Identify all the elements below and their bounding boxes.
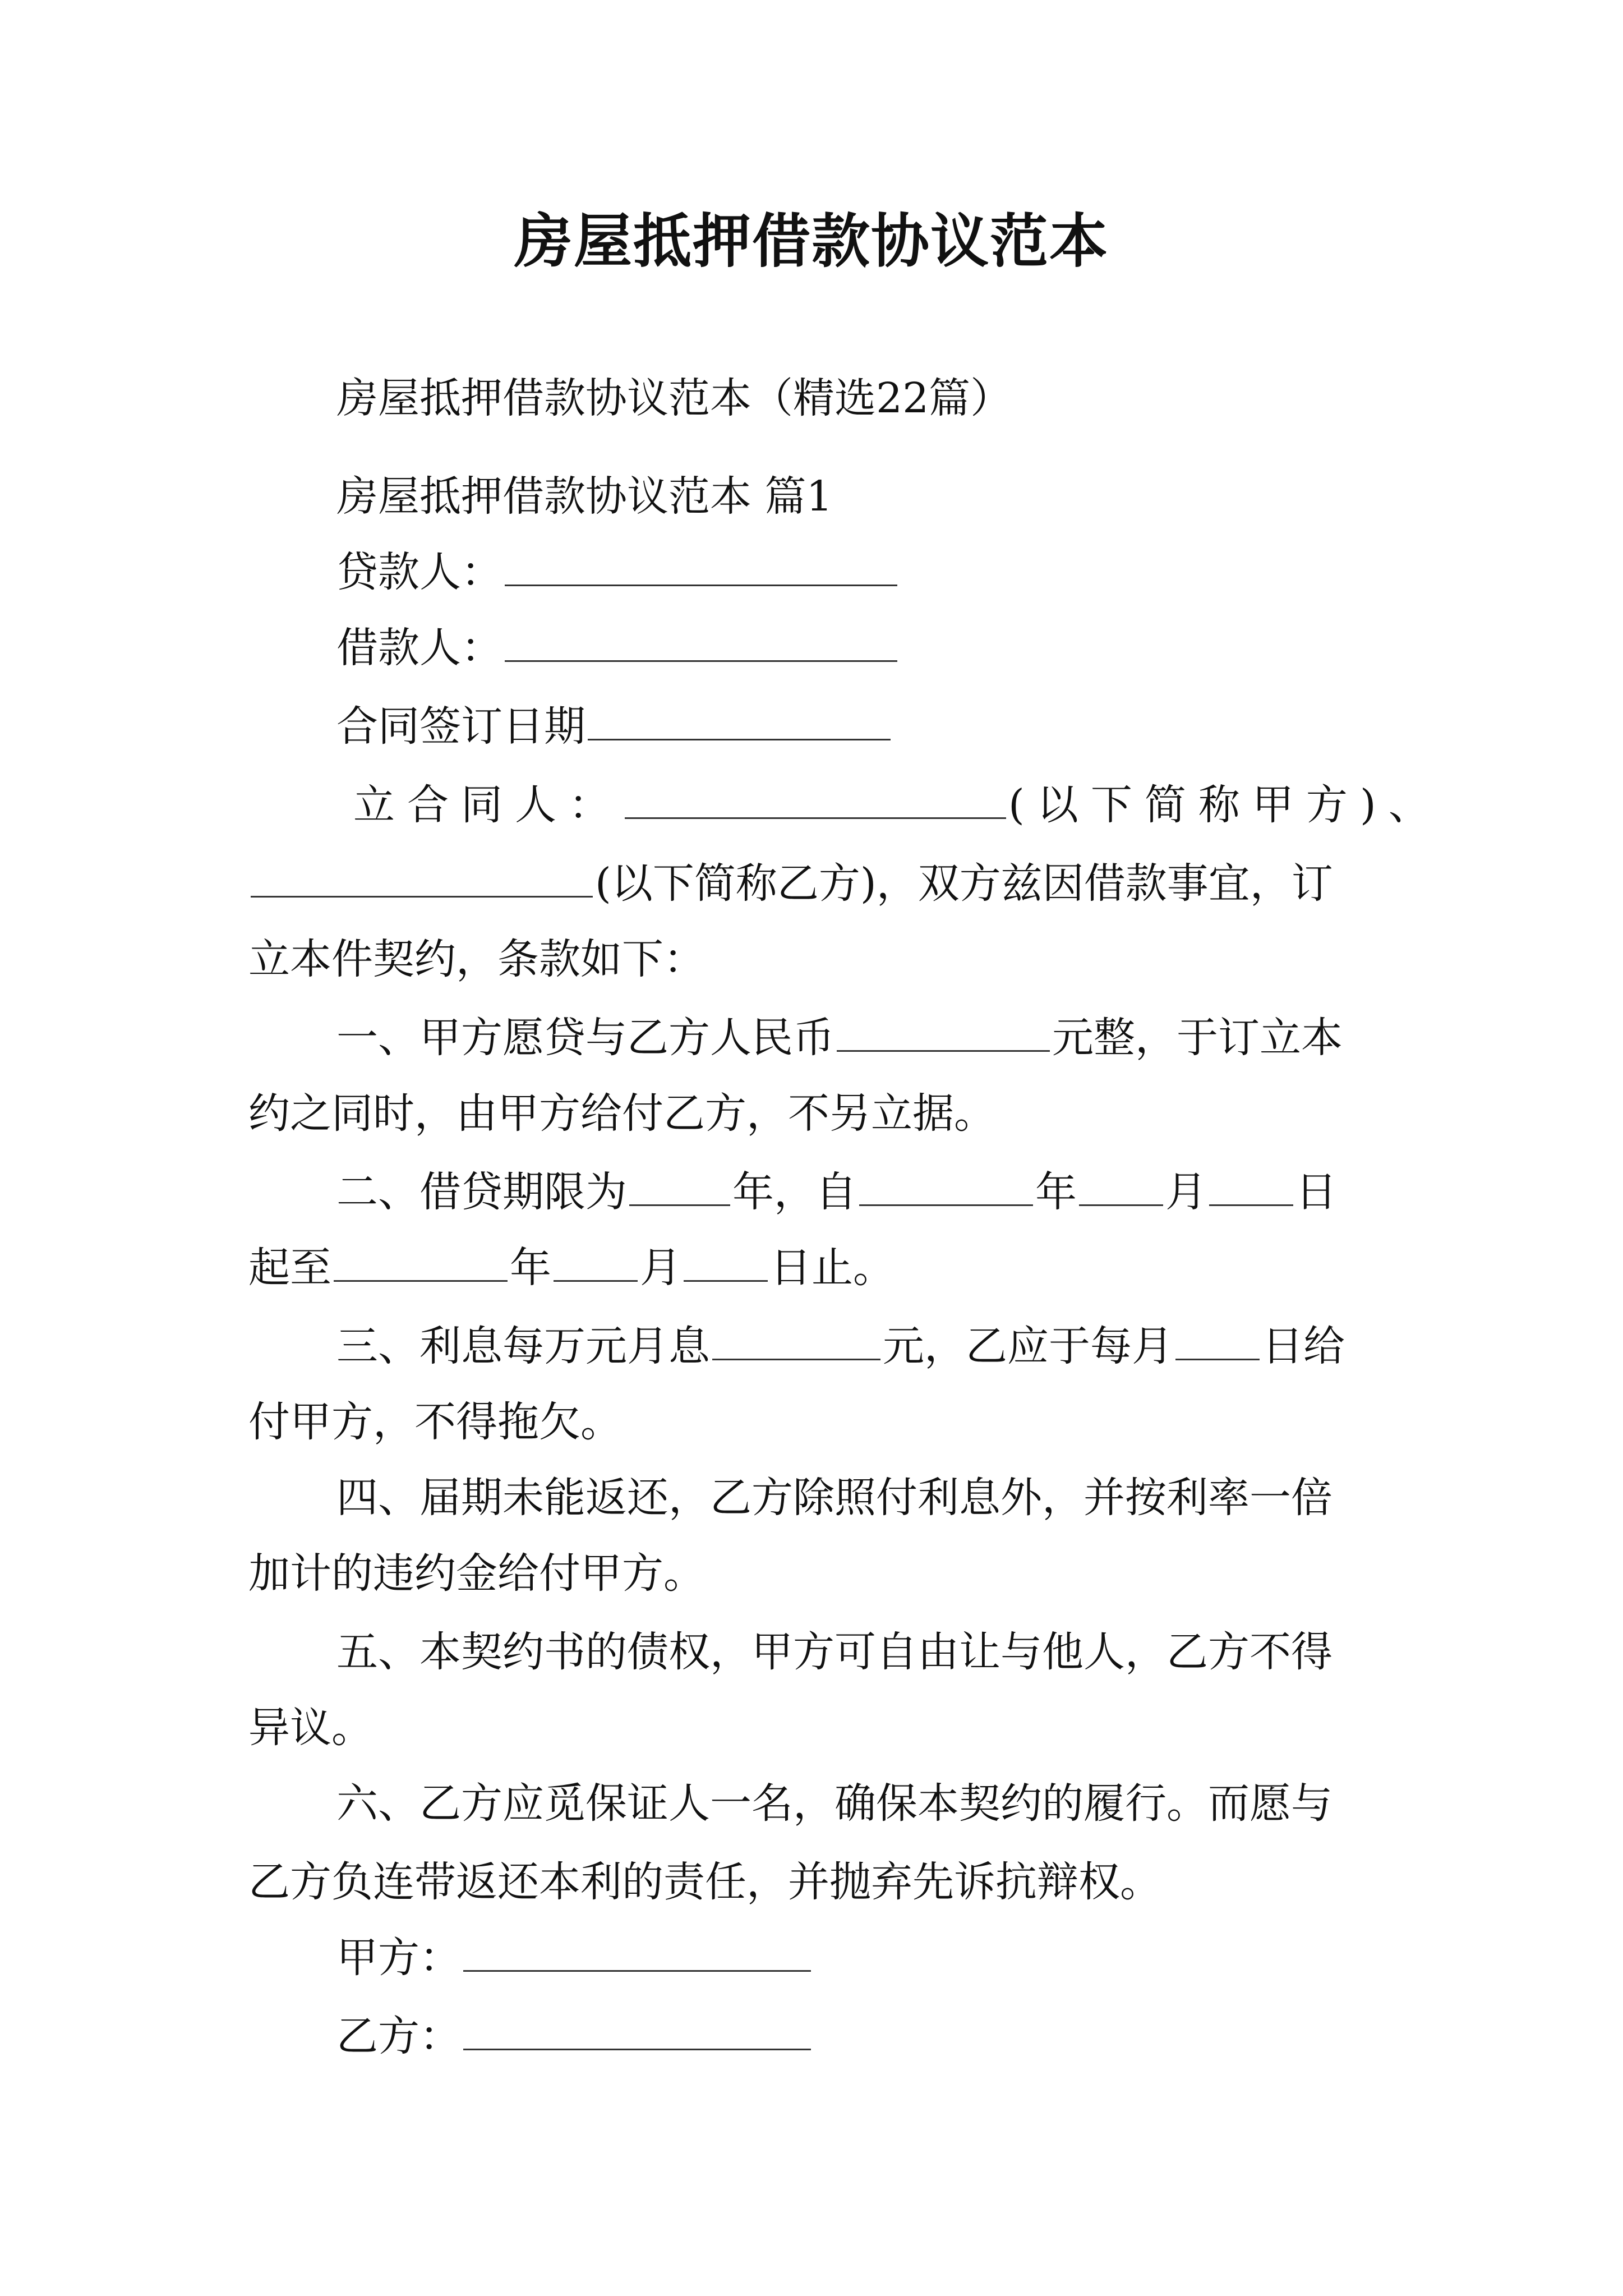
lender-blank xyxy=(505,544,897,586)
party-b-note: (以下简称乙方)，双方兹因借款事宜，订 xyxy=(595,859,1333,908)
lender-line xyxy=(336,544,1402,600)
party-b-sign-label: 乙方： xyxy=(336,2012,461,2060)
clause-1-line-1 xyxy=(336,1010,1402,1066)
clause-3-text-b: 元，乙应于每月 xyxy=(883,1322,1173,1370)
borrower-label: 借款人： xyxy=(336,624,502,672)
section-heading: 房屋抵押借款协议范本 篇1 xyxy=(336,472,833,521)
party-b-sign-line xyxy=(336,2008,1402,2064)
borrower-blank xyxy=(505,620,897,662)
clause-2-text-g: 年 xyxy=(510,1244,551,1292)
borrower-line xyxy=(336,620,1402,676)
clause-4-line-2: 加计的违约金给付甲方。 xyxy=(248,1549,705,1598)
party-b-sign-blank xyxy=(463,2008,811,2050)
term-years-blank xyxy=(629,1164,730,1206)
clause-2-text-h: 月 xyxy=(640,1244,681,1292)
clause-1-line-2: 约之同时，由甲方给付乙方，不另立据。 xyxy=(248,1089,995,1138)
clause-5-line-1: 五、本契约书的债权，甲方可自由让与他人，乙方不得 xyxy=(336,1628,1332,1676)
clause-2-text-a: 二、借贷期限为 xyxy=(336,1168,627,1216)
party-a-sign-line xyxy=(336,1930,1402,1986)
party-a-blank xyxy=(625,777,1006,819)
clause-2-text-i: 日止。 xyxy=(770,1244,895,1292)
sign-date-line xyxy=(336,698,1402,754)
end-month-blank xyxy=(554,1240,638,1282)
end-day-blank xyxy=(684,1240,768,1282)
clause-3-text-c: 日给 xyxy=(1262,1322,1345,1370)
parties-line-2 xyxy=(248,855,1387,912)
start-day-blank xyxy=(1209,1164,1293,1206)
document-title: 房屋抵押借款协议范本 xyxy=(514,206,1109,275)
clause-3-line-2: 付甲方，不得拖欠。 xyxy=(248,1398,622,1446)
sign-date-label: 合同签订日期 xyxy=(336,702,585,751)
clause-2-line-1 xyxy=(336,1164,1402,1220)
party-a-sign-blank xyxy=(463,1930,811,1972)
sign-date-blank xyxy=(588,698,891,740)
clause-3-line-1 xyxy=(336,1318,1402,1374)
clause-2-text-b: 年，自 xyxy=(732,1168,857,1216)
start-month-blank xyxy=(1079,1164,1163,1206)
clause-4-line-1: 四、届期未能返还，乙方除照付利息外，并按利率一倍 xyxy=(336,1474,1332,1522)
pay-day-blank xyxy=(1175,1318,1260,1360)
clause-2-line-2 xyxy=(248,1240,1387,1296)
interest-blank xyxy=(712,1318,880,1360)
clause-2-text-f: 起至 xyxy=(248,1244,331,1292)
end-year-blank xyxy=(334,1240,508,1282)
clause-6-line-2: 乙方负连带返还本利的责任，并抛弃先诉抗辩权。 xyxy=(248,1858,1161,1906)
party-a-sign-label: 甲方： xyxy=(336,1934,461,1982)
parties-line-3: 立本件契约，条款如下： xyxy=(248,935,705,983)
clause-1-text-b: 元整，于订立本 xyxy=(1052,1014,1343,1062)
start-year-blank xyxy=(859,1164,1033,1206)
clause-6-line-1: 六、乙方应觅保证人一名，确保本契约的履行。而愿与 xyxy=(336,1779,1332,1828)
clause-2-text-d: 月 xyxy=(1165,1168,1207,1216)
clause-1-text-a: 一、甲方愿贷与乙方人民币 xyxy=(336,1014,834,1062)
clause-2-text-c: 年 xyxy=(1035,1168,1077,1216)
party-b-blank xyxy=(251,855,593,898)
lender-label: 贷款人： xyxy=(336,548,502,596)
party-a-note: (以下简称甲方)、 xyxy=(1008,781,1442,829)
clause-2-text-e: 日 xyxy=(1295,1168,1337,1216)
subtitle: 房屋抵押借款协议范本（精选22篇） xyxy=(336,374,1012,422)
parties-label: 立合同人： xyxy=(353,781,623,829)
clause-5-line-2: 异议。 xyxy=(248,1704,373,1752)
amount-blank xyxy=(837,1010,1050,1052)
parties-line xyxy=(353,777,1442,833)
clause-3-text-a: 三、利息每万元月息 xyxy=(336,1322,710,1370)
